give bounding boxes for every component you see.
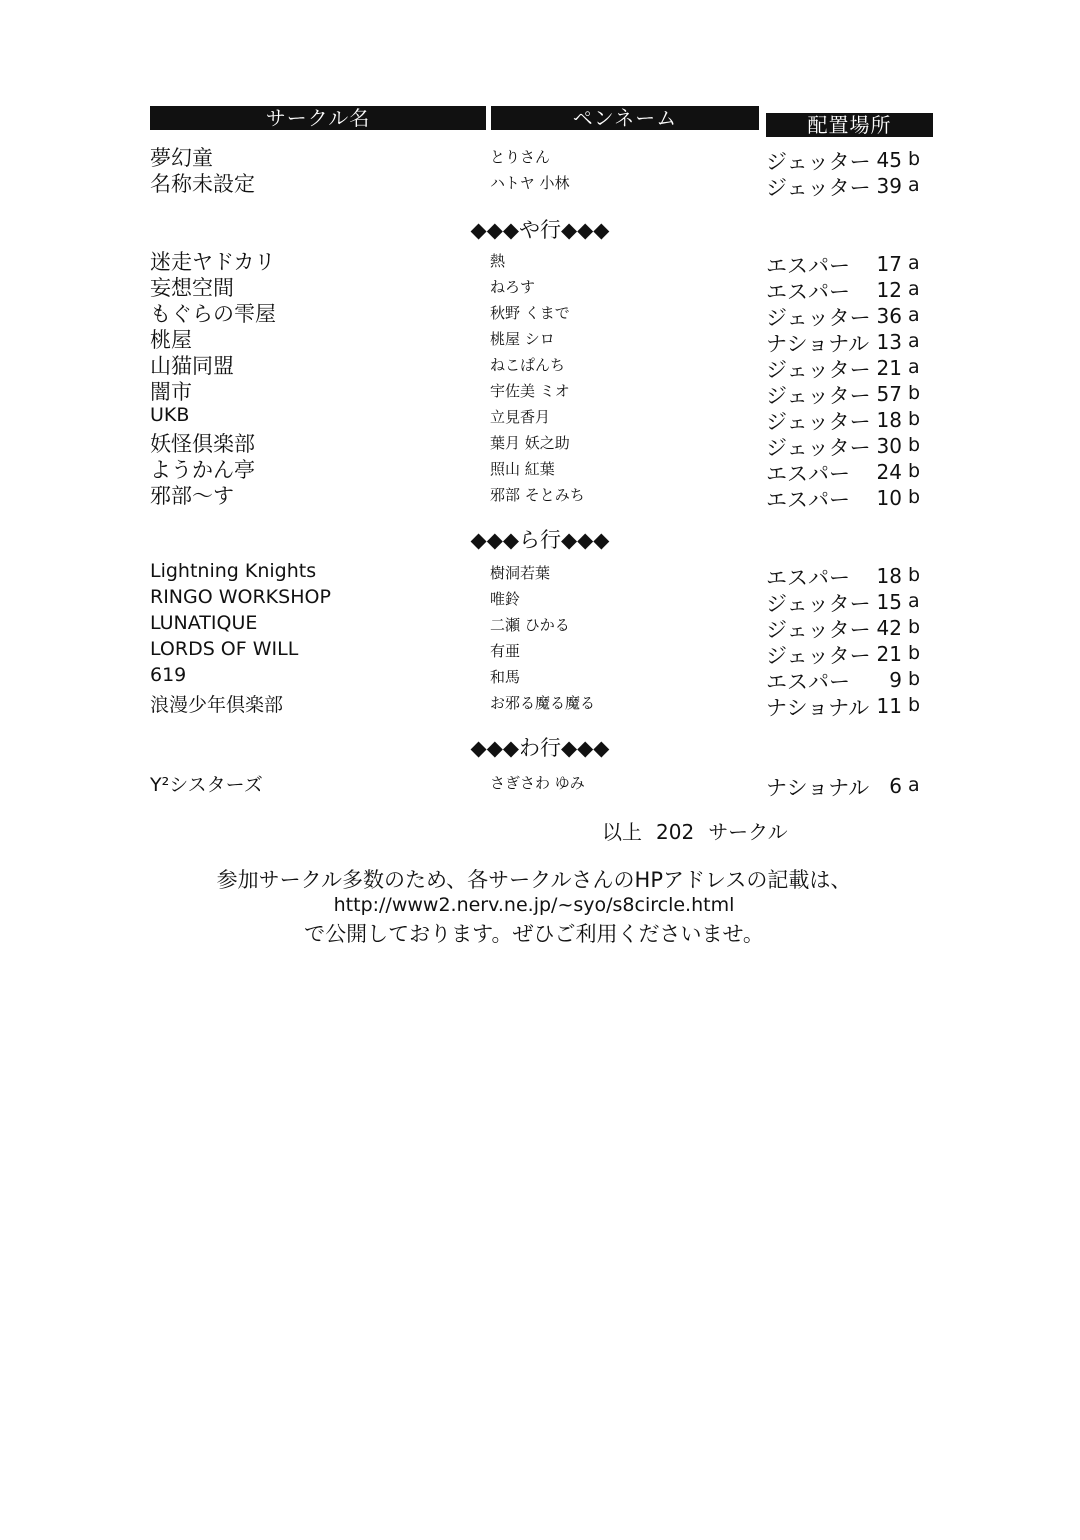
table-row (0, 614, 1080, 640)
header-location: 配置場所 (766, 113, 933, 137)
section-heading: ◆◆◆や行◆◆◆ (470, 218, 610, 242)
hall-name: ジェッター (766, 436, 871, 460)
space-number: 13 (876, 330, 902, 354)
pen-name: ねろす (490, 278, 536, 296)
pen-name: 邪部 そとみち (490, 486, 585, 504)
space-block: a (908, 330, 920, 352)
circle-name: 邪部～す (150, 484, 234, 508)
space-number: 57 (876, 382, 902, 406)
table-row (0, 172, 1080, 198)
circle-name: 闇市 (150, 380, 192, 404)
circle-name: 浪漫少年倶楽部 (150, 694, 284, 716)
hall-name: ジェッター (766, 384, 871, 408)
circle-name: UKB (150, 404, 190, 426)
circle-name: 桃屋 (150, 328, 192, 352)
space-number: 24 (876, 460, 902, 484)
space-block: b (908, 668, 921, 690)
pen-name: 照山 紅葉 (490, 460, 555, 478)
note-line-3: で公開しております。ぜひご利用くださいませ。 (304, 922, 764, 946)
space-block: a (908, 304, 920, 326)
pen-name: 桃屋 シロ (490, 330, 555, 348)
space-block: a (908, 278, 920, 300)
table-row (0, 588, 1080, 614)
hall-name: ジェッター (766, 410, 871, 434)
circle-name: 619 (150, 664, 187, 686)
pen-name: 二瀬 ひかる (490, 616, 570, 634)
header-circle-name: サークル名 (150, 106, 486, 130)
space-number: 21 (876, 356, 902, 380)
hall-name: ジェッター (766, 592, 871, 616)
table-row (0, 484, 1080, 510)
space-block: a (908, 356, 920, 378)
space-block: b (908, 148, 921, 170)
space-block: a (908, 590, 920, 612)
space-number: 21 (876, 642, 902, 666)
section-heading: ◆◆◆わ行◆◆◆ (470, 736, 610, 760)
hall-name: エスパー (766, 566, 850, 590)
hall-name: エスパー (766, 488, 850, 512)
total-count-line (602, 816, 788, 845)
total-suffix: サークル (708, 820, 788, 844)
hall-name: エスパー (766, 254, 850, 278)
circle-name: 夢幻童 (150, 146, 213, 170)
space-number: 17 (876, 252, 902, 276)
circle-name: ようかん亭 (150, 458, 255, 482)
hall-name: エスパー (766, 462, 850, 486)
circle-name: 妄想空間 (150, 276, 234, 300)
table-row (0, 692, 1080, 718)
pen-name: 熱 (490, 252, 506, 270)
pen-name: お邪る魔る魔る (490, 694, 596, 712)
hall-name: ジェッター (766, 306, 871, 330)
hall-name: ナショナル (766, 776, 870, 800)
space-block: a (908, 252, 920, 274)
table-row (0, 772, 1080, 798)
hall-name: ナショナル (766, 332, 870, 356)
space-number: 9 (889, 668, 902, 692)
circle-name: 名称未設定 (150, 172, 255, 196)
table-row (0, 562, 1080, 588)
space-block: b (908, 694, 921, 716)
space-number: 18 (876, 564, 902, 588)
space-block: b (908, 564, 921, 586)
space-number: 45 (876, 148, 902, 172)
pen-name: 樹洞若葉 (490, 564, 551, 582)
space-block: b (908, 642, 921, 664)
space-block: b (908, 434, 921, 456)
circle-name: LUNATIQUE (150, 612, 258, 634)
table-row (0, 666, 1080, 692)
pen-name: 有亜 (490, 642, 521, 660)
space-number: 18 (876, 408, 902, 432)
hall-name: エスパー (766, 670, 850, 694)
table-row (0, 380, 1080, 406)
space-block: b (908, 408, 921, 430)
hall-name: ジェッター (766, 358, 871, 382)
note-url: http://www2.nerv.ne.jp/~syo/s8circle.html (333, 894, 735, 916)
space-number: 30 (876, 434, 902, 458)
space-block: b (908, 616, 921, 638)
pen-name: 唯鈴 (490, 590, 521, 608)
space-block: b (908, 382, 921, 404)
space-number: 15 (876, 590, 902, 614)
pen-name: 立見香月 (490, 408, 551, 426)
circle-name: 迷走ヤドカリ (150, 250, 276, 274)
hall-name: エスパー (766, 280, 850, 304)
space-number: 42 (876, 616, 902, 640)
circle-name: RINGO WORKSHOP (150, 586, 331, 608)
pen-name: さぎさわ ゆみ (490, 774, 585, 792)
note-line-1: 参加サークル多数のため、各サークルさんのHPアドレスの記載は、 (216, 868, 852, 892)
space-block: a (908, 774, 920, 796)
circle-name: Y²シスターズ (150, 774, 263, 796)
pen-name: ハトヤ 小林 (490, 174, 570, 192)
pen-name: 葉月 妖之助 (490, 434, 570, 452)
circle-name: もぐらの雫屋 (150, 302, 276, 326)
total-prefix: 以上 (602, 820, 642, 844)
hall-name: ジェッター (766, 644, 871, 668)
pen-name: 和馬 (490, 668, 521, 686)
circle-name: 山猫同盟 (150, 354, 234, 378)
space-number: 10 (876, 486, 902, 510)
circle-name: Lightning Knights (150, 560, 317, 582)
space-number: 6 (889, 774, 902, 798)
space-number: 12 (876, 278, 902, 302)
space-block: a (908, 174, 920, 196)
circle-name: LORDS OF WILL (150, 638, 299, 660)
hall-name: ジェッター (766, 150, 871, 174)
hall-name: ジェッター (766, 618, 871, 642)
total-count: 202 (656, 820, 695, 844)
pen-name: とりさん (490, 148, 551, 166)
space-block: b (908, 460, 921, 482)
space-number: 11 (876, 694, 902, 718)
hall-name: ナショナル (766, 696, 870, 720)
pen-name: 秋野 くまで (490, 304, 570, 322)
section-heading: ◆◆◆ら行◆◆◆ (470, 528, 610, 552)
header-pen-name: ペンネーム (491, 106, 759, 130)
hall-name: ジェッター (766, 176, 871, 200)
space-number: 36 (876, 304, 902, 328)
space-block: b (908, 486, 921, 508)
table-row (0, 640, 1080, 666)
pen-name: ねこぱんち (490, 356, 566, 374)
pen-name: 宇佐美 ミオ (490, 382, 570, 400)
space-number: 39 (876, 174, 902, 198)
circle-name: 妖怪倶楽部 (150, 432, 255, 456)
